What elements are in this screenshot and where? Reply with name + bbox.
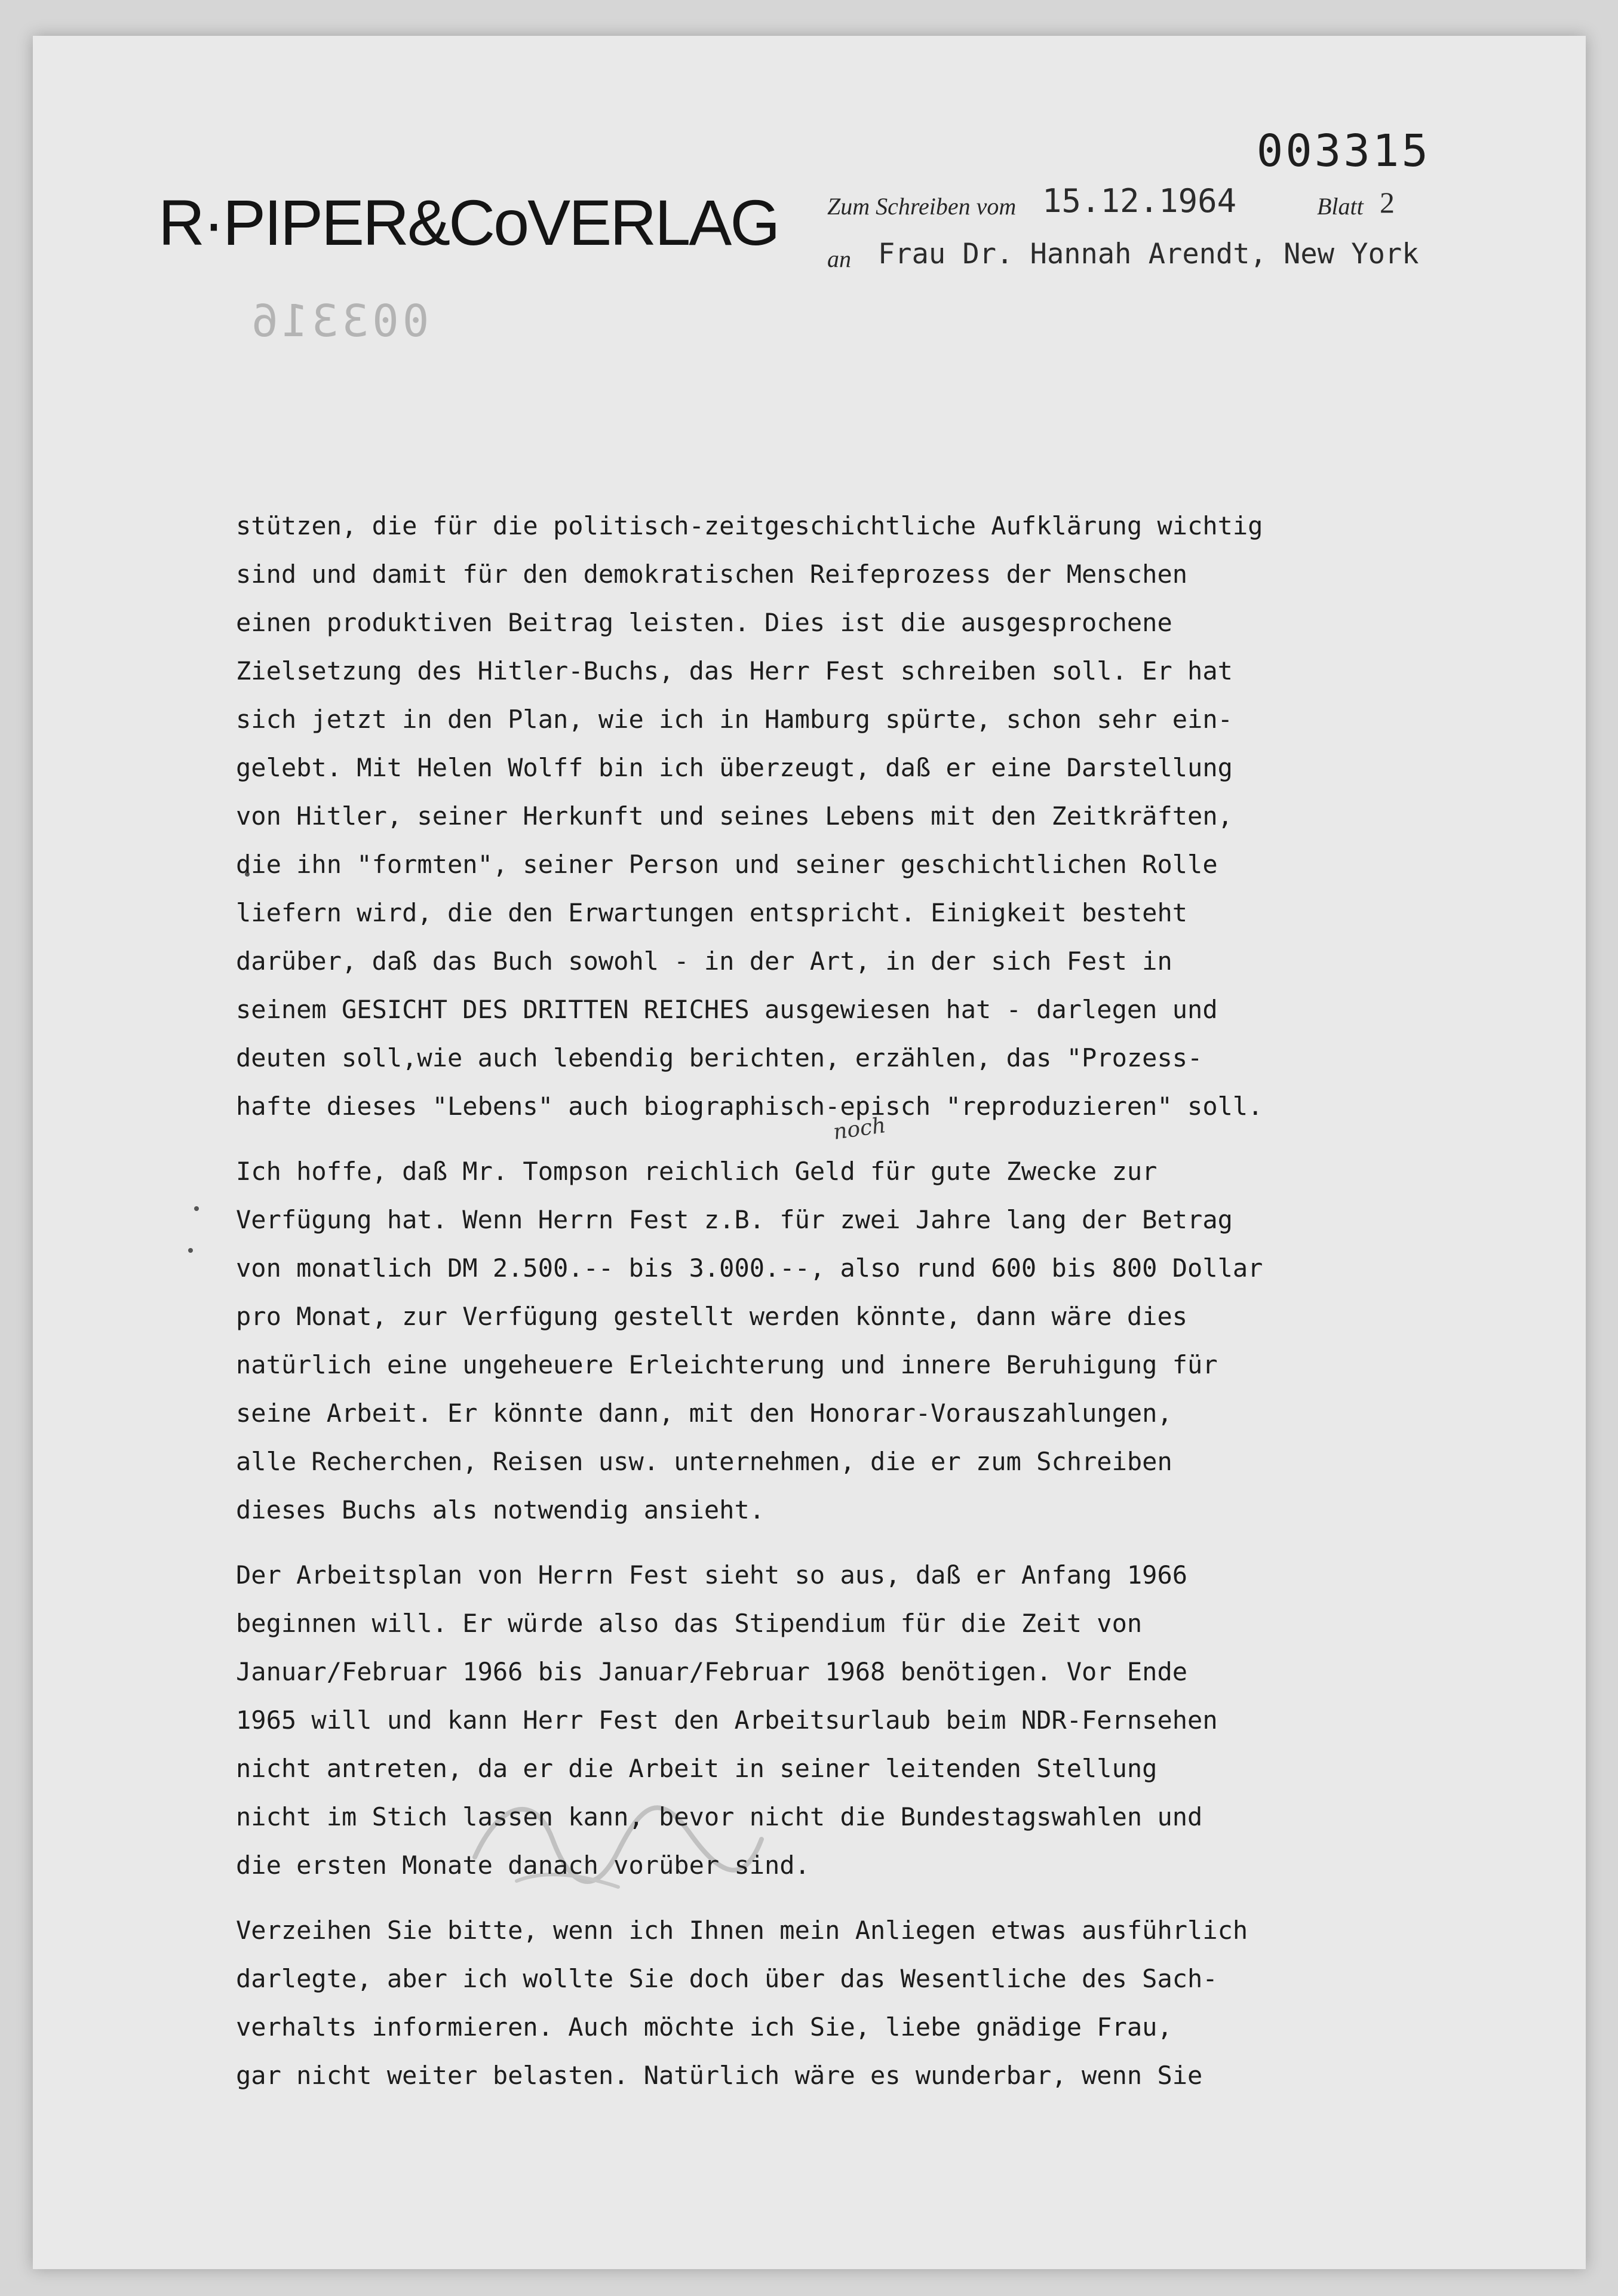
text-line: stützen, die für die politisch-zeitgeschichtliche Aufklärung wichtig — [236, 511, 1263, 540]
text-line: von monatlich DM 2.500.-- bis 3.000.--, also rund 600 bis 800 Dollar — [236, 1253, 1263, 1283]
text-line: 1965 will und kann Herr Fest den Arbeitsurlaub beim NDR-Fernsehen — [236, 1705, 1218, 1735]
text-line: seinem GESICHT DES DRITTEN REICHES ausgewiesen hat - darlegen und — [236, 995, 1218, 1024]
text-line: beginnen will. Er würde also das Stipendium für die Zeit von — [236, 1609, 1143, 1638]
text-line: sind und damit für den demokratischen Reifeprozess der Menschen — [236, 560, 1188, 589]
text-line: einen produktiven Beitrag leisten. Dies ist die ausgesprochene — [236, 608, 1172, 637]
text-line: darlegte, aber ich wollte Sie doch über das Wesentliche des Sach- — [236, 1964, 1218, 1993]
text-line: Verzeihen Sie bitte, wenn ich Ihnen mein Anliegen etwas ausführlich — [236, 1916, 1248, 1945]
recipient-value: Frau Dr. Hannah Arendt, New York — [878, 238, 1419, 271]
stamp-ghost: 003316 — [248, 296, 429, 347]
text-line: deuten soll,wie auch lebendig berichten, erzählen, das "Prozess- — [236, 1043, 1203, 1072]
margin-mark — [194, 1206, 199, 1211]
text-line: Januar/Februar 1966 bis Januar/Februar 1968 benötigen. Vor Ende — [236, 1657, 1188, 1686]
handwritten-annotation: noch — [831, 1113, 888, 1145]
text-line: Ich hoffe, daß Mr. Tompson reichlich Geld für gute Zwecke zur — [236, 1157, 1158, 1186]
text-line: hafte dieses "Lebens" auch biographisch-episch "reproduzieren" soll. — [236, 1092, 1263, 1121]
publisher-logo: R·PIPER&CoVERLAG — [158, 186, 779, 259]
sheet-value: 2 — [1380, 186, 1395, 219]
margin-mark — [188, 1248, 193, 1253]
text-line: gar nicht weiter belasten. Natürlich wäre es wunderbar, wenn Sie — [236, 2061, 1203, 2090]
text-line: darüber, daß das Buch sowohl - in der Art, in der sich Fest in — [236, 946, 1172, 976]
document-id: 003315 — [1256, 125, 1430, 177]
paragraph — [236, 1147, 1550, 1534]
text-line: nicht antreten, da er die Arbeit in seiner leitenden Stellung — [236, 1754, 1158, 1783]
date-label: Zum Schreiben vom — [827, 193, 1017, 220]
text-line: liefern wird, die den Erwartungen entspricht. Einigkeit besteht — [236, 898, 1188, 927]
paragraph — [236, 502, 1550, 1130]
letter-page — [33, 36, 1586, 2269]
text-line: die ersten Monate danach vorüber sind. — [236, 1851, 810, 1880]
sheet-label: Blatt — [1317, 193, 1364, 220]
text-line: verhalts informieren. Auch möchte ich Sie, liebe gnädige Frau, — [236, 2012, 1172, 2042]
text-line: seine Arbeit. Er könnte dann, mit den Honorar-Vorauszahlungen, — [236, 1398, 1172, 1428]
recipient-label: an — [827, 245, 851, 272]
text-line: pro Monat, zur Verfügung gestellt werden könnte, dann wäre dies — [236, 1302, 1188, 1331]
paragraph — [236, 1551, 1550, 1889]
text-line: Der Arbeitsplan von Herrn Fest sieht so aus, daß er Anfang 1966 — [236, 1560, 1188, 1590]
text-line: von Hitler, seiner Herkunft und seines Lebens mit den Zeitkräften, — [236, 801, 1233, 831]
paragraph — [236, 1906, 1550, 2100]
letter-body — [236, 502, 1550, 2116]
text-line: nicht im Stich lassen kann, bevor nicht die Bundestagswahlen und — [236, 1802, 1203, 1831]
text-line: die ihn "formten", seiner Person und seiner geschichtlichen Rolle — [236, 850, 1218, 879]
text-line: sich jetzt in den Plan, wie ich in Hamburg spürte, schon sehr ein- — [236, 705, 1233, 734]
date-value: 15.12.1964 — [1042, 182, 1237, 220]
text-line: Verfügung hat. Wenn Herrn Fest z.B. für zwei Jahre lang der Betrag — [236, 1205, 1233, 1234]
text-line: Zielsetzung des Hitler-Buchs, das Herr Fest schreiben soll. Er hat — [236, 656, 1233, 686]
text-line: dieses Buchs als notwendig ansieht. — [236, 1495, 765, 1524]
text-line: alle Recherchen, Reisen usw. unternehmen, die er zum Schreiben — [236, 1447, 1172, 1476]
text-line: gelebt. Mit Helen Wolff bin ich überzeugt, daß er eine Darstellung — [236, 753, 1233, 782]
text-line: natürlich eine ungeheuere Erleichterung und innere Beruhigung für — [236, 1350, 1218, 1379]
